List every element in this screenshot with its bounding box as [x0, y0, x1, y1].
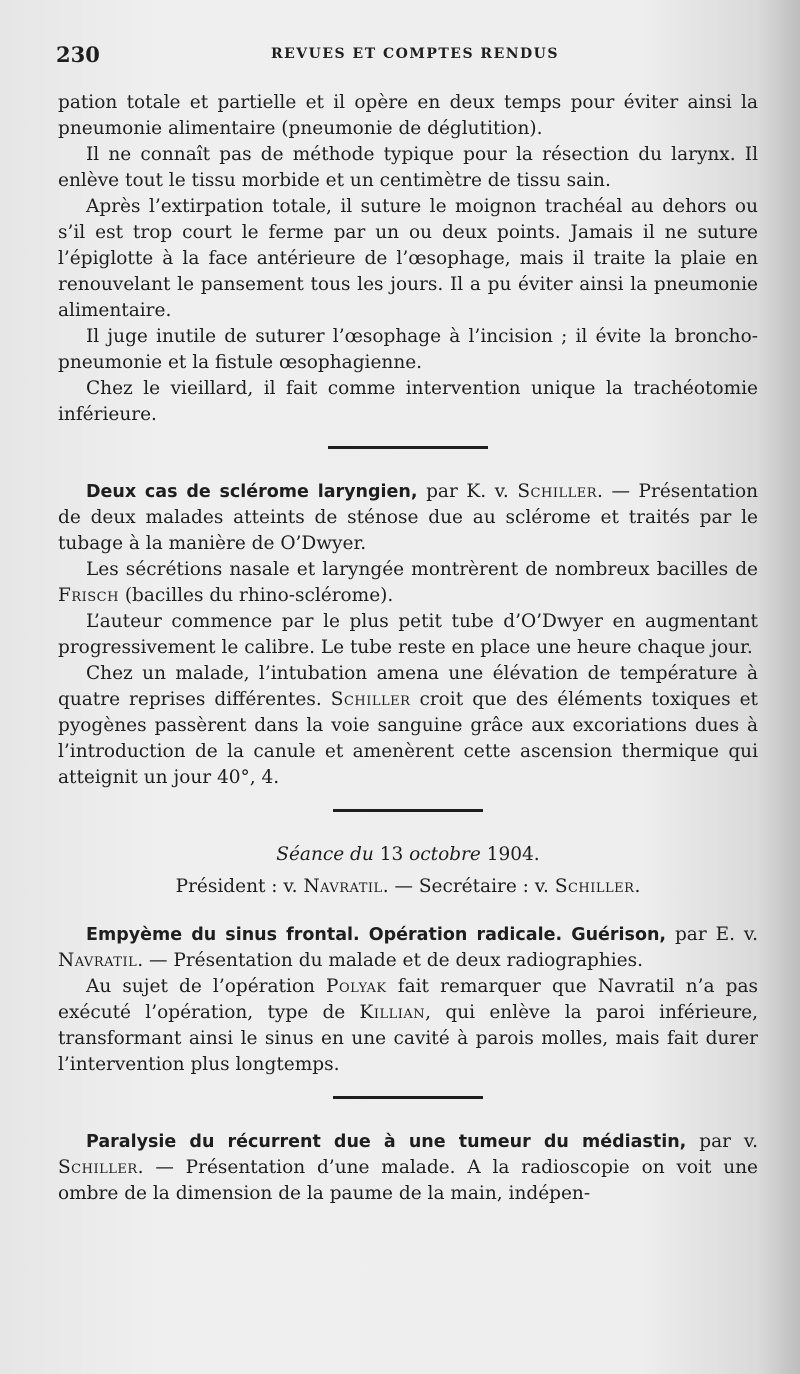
- paragraph: Après l’extirpation totale, il suture le moignon trachéal au dehors ou s’il est trop court le ferme par un ou deux points. Jamais il ne suture l’épiglotte à la face antérieure de l’œsophage, mais il traite la plaie en renouvelant le pansement tous les jours. Il a pu éviter ainsi la pneumonie alimentaire.: [58, 196, 758, 321]
- page-header: [56, 42, 760, 72]
- article-lead: Deux cas de sclérome laryngien, par K. v. Schiller. — Présentation de deux malades atteints de sténose due au sclérome et traités par le tubage à la manière de O’Dwyer.: [58, 481, 759, 554]
- author-name: Navratil: [58, 950, 138, 971]
- paragraph: Les sécrétions nasale et laryngée montrèrent de nombreux bacilles de Frisch (bacilles du rhino-sclérome).: [58, 559, 758, 606]
- paragraph: pation totale et partielle et il opère en deux temps pour éviter ainsi la pneumonie alimentaire (pneumonie de déglutition).: [58, 92, 758, 139]
- section-divider: [328, 446, 488, 449]
- section-divider: [333, 809, 483, 812]
- author-name: Schiller: [58, 1157, 138, 1178]
- paragraph: Il juge inutile de suturer l’œsophage à l’incision ; il évite la broncho-pneumonie et la fistule œsophagienne.: [58, 326, 758, 373]
- paragraph: Chez le vieillard, il fait comme intervention unique la trachéotomie inférieure.: [58, 378, 758, 425]
- section-divider: [333, 1096, 483, 1099]
- paragraph: Chez un malade, l’intubation amena une élévation de température à quatre reprises différentes. Schiller croit que des éléments toxiques et pyogènes passèrent dans la voie sanguine grâce aux excoriations dues à l’introduction de la canule et amenèrent cette ascension thermique qui atteignit un jour 40°, 4.: [58, 663, 758, 788]
- author-name: Schiller: [517, 481, 598, 502]
- article-lead: Empyème du sinus frontal. Opération radicale. Guérison, par E. v. Navratil. — Présentation du malade et de deux radiographies.: [58, 924, 758, 971]
- session-heading: Séance du 13 octobre 1904.: [276, 844, 540, 865]
- page-number: 230: [56, 42, 100, 67]
- page-body: [58, 90, 758, 1207]
- article-title: Paralysie du récurrent due à une tumeur du médiastin,: [86, 1132, 687, 1152]
- article-title: Deux cas de sclérome laryngien,: [86, 482, 418, 502]
- paragraph: L’auteur commence par le plus petit tube d’O’Dwyer en augmentant progressivement le calibre. Le tube reste en place une heure chaque jour.: [58, 611, 758, 658]
- article-title: Empyème du sinus frontal. Opération radicale. Guérison,: [86, 925, 667, 945]
- session-officers: Président : v. Navratil. — Secrétaire : v. Schiller.: [175, 876, 641, 897]
- paragraph: Au sujet de l’opération Polyak fait remarquer que Navratil n’a pas exécuté l’opération, type de Killian, qui enlève la paroi inférieure, transformant ainsi le sinus en une cavité à parois molles, mais fait durer l’intervention plus longtemps.: [58, 976, 758, 1075]
- paragraph: Il ne connaît pas de méthode typique pour la résection du larynx. Il enlève tout le tissu morbide et un centimètre de tissu sain.: [58, 144, 758, 191]
- article-lead: Paralysie du récurrent due à une tumeur du médiastin, par v. Schiller. — Présentation d’une malade. A la radioscopie on voit une ombre de la dimension de la paume de la main, indépen-: [58, 1131, 758, 1204]
- running-title: REVUES ET COMPTES RENDUS: [271, 46, 559, 62]
